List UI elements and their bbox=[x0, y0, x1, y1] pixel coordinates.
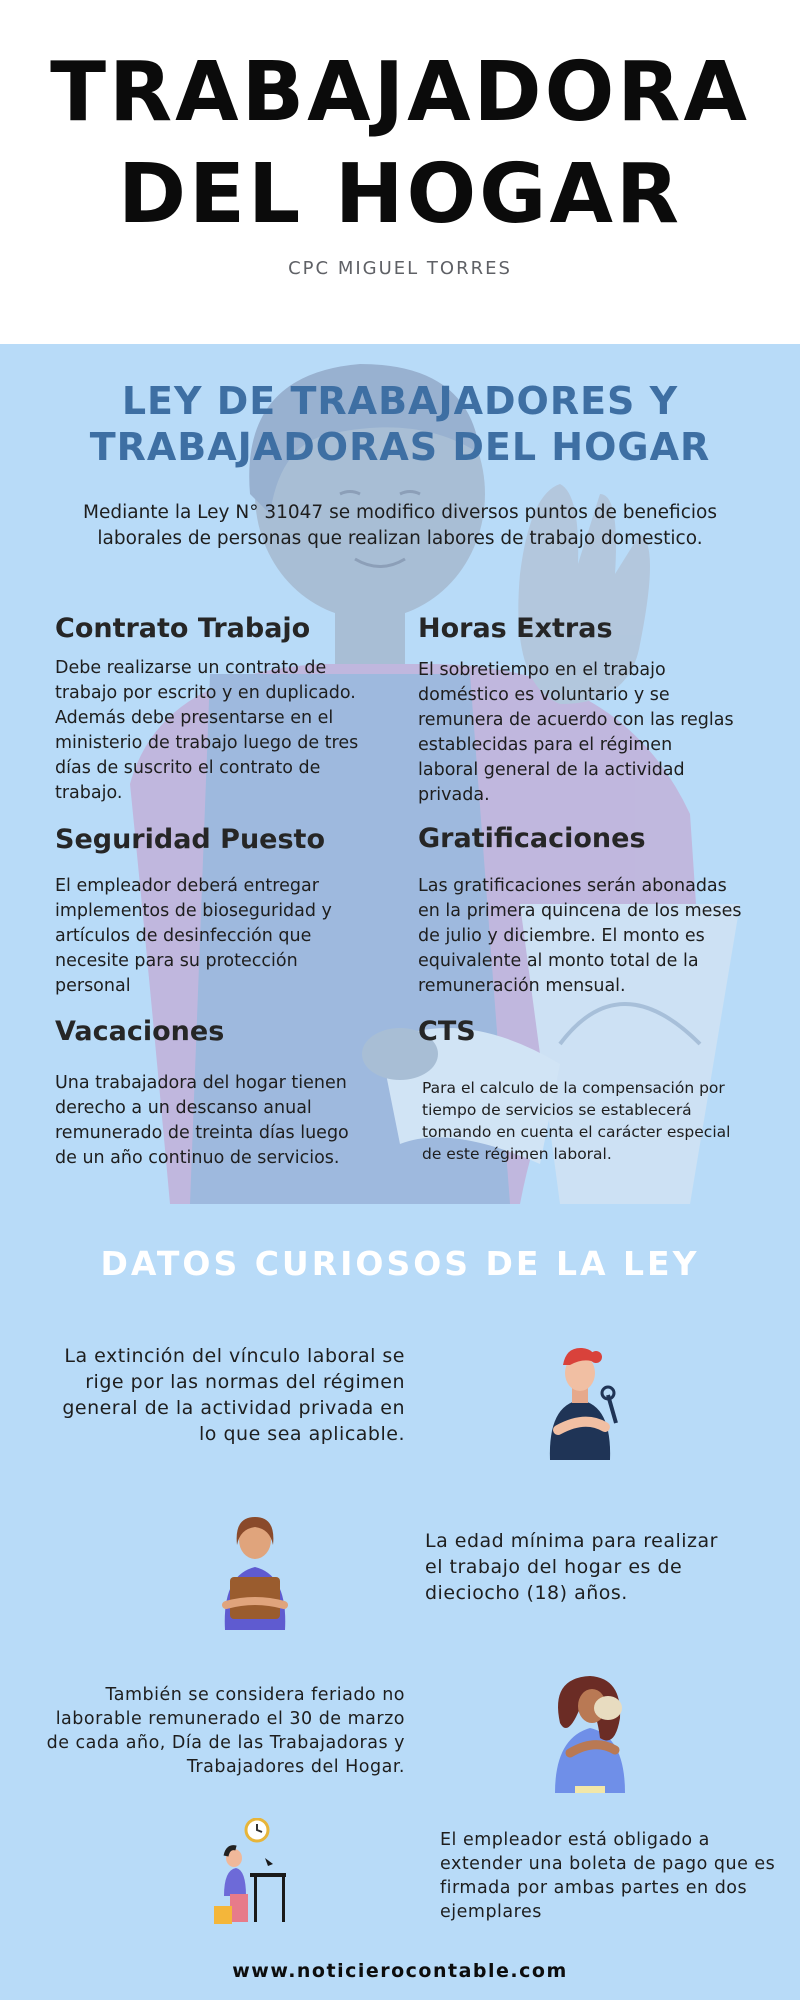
law-title-line-2: TRABAJADORAS DEL HOGAR bbox=[89, 425, 711, 469]
section-text: Una trabajadora del hogar tienen derecho a un descanso anual remunerado de treinta días luego de un año continuo de servicios. bbox=[55, 1073, 349, 1168]
person-at-desk-icon bbox=[210, 1818, 290, 1924]
author-name: CPC MIGUEL TORRES bbox=[288, 258, 512, 279]
section-text: Debe realizarse un contrato de trabajo por escrito y en duplicado. Además debe presentarse en el ministerio de trabajo luego de tres días de suscrito el contrato de trabajo. bbox=[55, 658, 359, 803]
section-text: El empleador deberá entregar implementos de bioseguridad y artículos de desinfección que necesite para su protección personal bbox=[55, 876, 332, 996]
law-title-line-1: LEY DE TRABAJADORES Y bbox=[121, 379, 679, 423]
footer-url: www.noticierocontable.com bbox=[232, 1960, 568, 1982]
section-heading: Contrato Trabajo bbox=[55, 613, 311, 644]
title-line-1: TRABAJADORA bbox=[50, 45, 750, 140]
section-text: El sobretiempo en el trabajo doméstico es voluntario y se remunera de acuerdo con las reglas establecidas para el régimen laboral general de la actividad privada. bbox=[418, 660, 734, 805]
woman-holding-box-icon bbox=[210, 1505, 300, 1630]
fact-1: La extinción del vínculo laboral se rige por las normas del régimen general de la actividad privada en lo que sea aplicable. bbox=[62, 1345, 405, 1445]
page-title bbox=[0, 42, 800, 246]
fact-2: La edad mínima para realizar el trabajo del hogar es de dieciocho (18) años. bbox=[425, 1530, 718, 1604]
section-heading: Gratificaciones bbox=[418, 823, 646, 854]
curious-facts-title: DATOS CURIOSOS DE LA LEY bbox=[100, 1244, 700, 1283]
worker-with-wrench-icon bbox=[530, 1335, 630, 1460]
header bbox=[0, 0, 800, 344]
fact-4: El empleador está obligado a extender una boleta de pago que es firmada por ambas partes en dos ejemplares bbox=[440, 1830, 776, 1922]
section-heading: Horas Extras bbox=[418, 613, 613, 644]
section-text: Las gratificaciones serán abonadas en la primera quincena de los meses de julio y diciembre. El monto es equivalente al monto total de la remuneración mensual. bbox=[418, 876, 742, 996]
law-title bbox=[0, 378, 800, 470]
section-heading: CTS bbox=[418, 1016, 476, 1047]
section-heading: Seguridad Puesto bbox=[55, 824, 325, 855]
law-intro: Mediante la Ley N° 31047 se modifico diversos puntos de beneficios laborales de personas que realizan labores de trabajo domestico. bbox=[83, 502, 717, 549]
fact-3: También se considera feriado no laborable remunerado el 30 de marzo de cada año, Día de las Trabajadoras y Trabajadores del Hogar. bbox=[46, 1685, 405, 1777]
section-text: Para el calculo de la compensación por tiempo de servicios se establecerá tomando en cuenta el carácter especial de este régimen laboral. bbox=[422, 1079, 731, 1163]
woman-hugging-pet-icon bbox=[540, 1668, 640, 1793]
section-heading: Vacaciones bbox=[55, 1016, 225, 1047]
title-line-2: DEL HOGAR bbox=[117, 147, 683, 242]
